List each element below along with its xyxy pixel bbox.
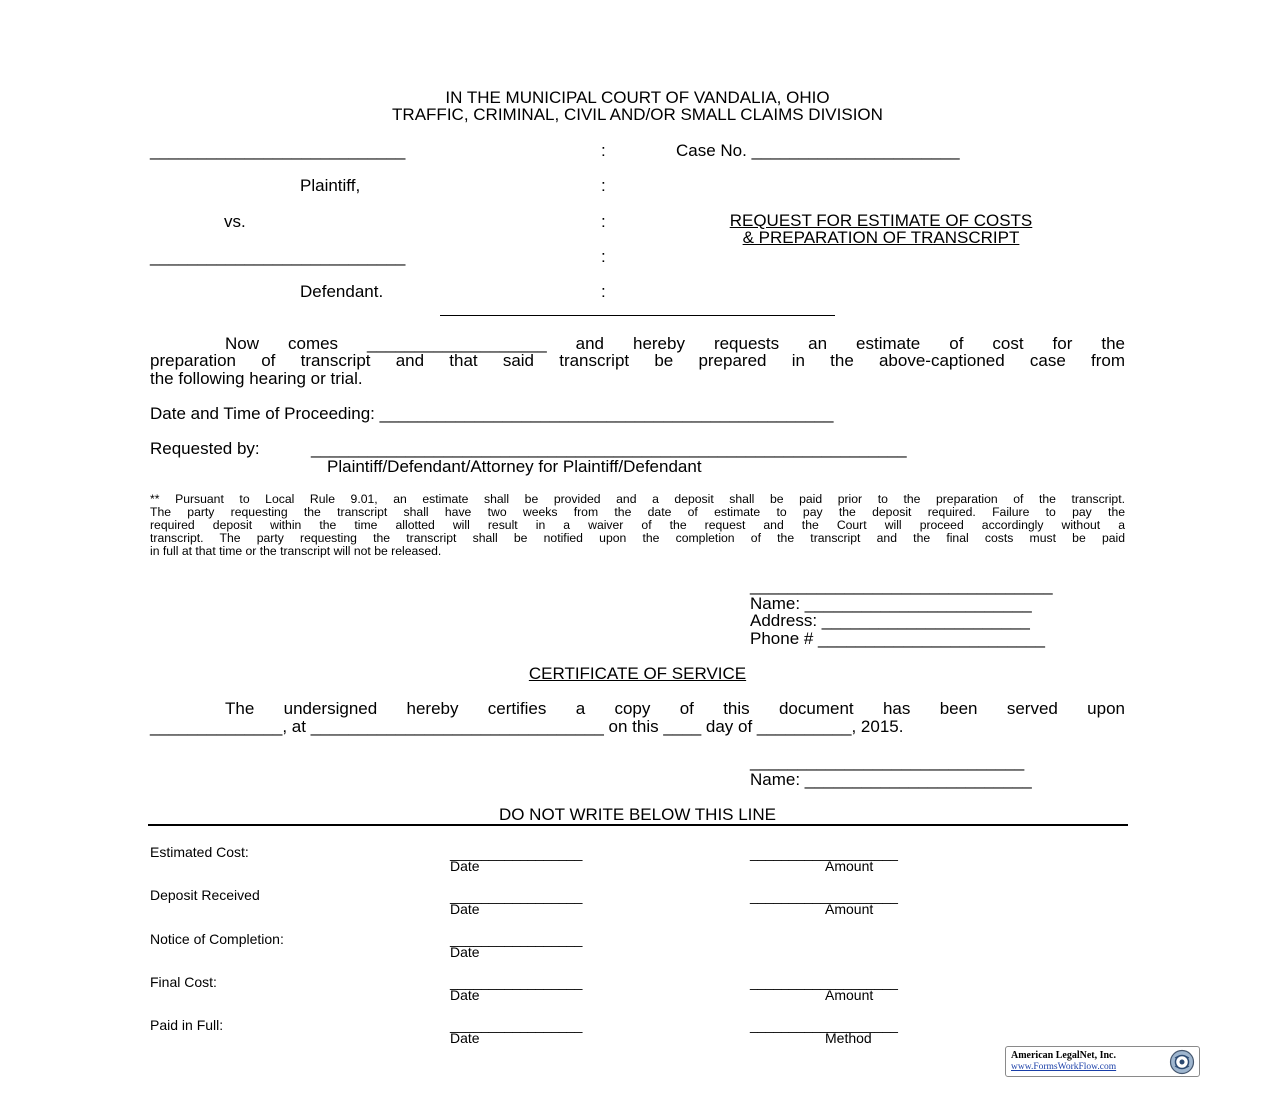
notice-of-completion-date-label: Date [450, 944, 480, 960]
logo-url-link[interactable]: www.FormsWorkFlow.com [1011, 1062, 1117, 1072]
certificate-text: The undersigned hereby certifies a copy of this document has been served upon [225, 699, 1125, 718]
certificate-line1 [150, 700, 1125, 718]
final-cost-amount-label: Amount [825, 987, 874, 1003]
estimated-cost-amount-blank[interactable]: ___________________ [750, 845, 898, 861]
notice-line2: The party requesting the transcript shall have two weeks from the date of estimate to pay the deposit required. Failure to pay the [150, 505, 1125, 519]
notice-line5: in full at that time or the transcript will not be released. [150, 544, 442, 558]
legalnet-logo[interactable] [1005, 1046, 1200, 1077]
plaintiff-label: Plaintiff, [300, 176, 361, 195]
certificate-name-field[interactable]: Name: ________________________ [750, 770, 1032, 789]
signer-phone-field[interactable]: Phone # ________________________ [750, 629, 1045, 648]
court-division: TRAFFIC, CRIMINAL, CIVIL AND/OR SMALL CLAIMS DIVISION [392, 105, 883, 124]
estimated-cost-label: Estimated Cost: [150, 844, 249, 860]
final-cost-label: Final Cost: [150, 974, 217, 990]
notice-line1: ** Pursuant to Local Rule 9.01, an estimate shall be provided and a deposit shall be paid prior to the preparation of the transcript. [150, 492, 1125, 506]
request-paragraph-line3: the following hearing or trial. [150, 369, 363, 388]
estimated-cost-date-blank[interactable]: _________________ [450, 845, 583, 861]
signature-line[interactable]: ________________________________ [750, 576, 1053, 595]
deposit-received-date-blank[interactable]: _________________ [450, 888, 583, 904]
office-use-divider [148, 824, 1128, 826]
defendant-label: Defendant. [300, 282, 384, 301]
request-text: Now comes ___________________ and hereby requests an estimate of cost for the [225, 334, 1125, 353]
court-name: IN THE MUNICIPAL COURT OF VANDALIA, OHIO [445, 88, 830, 107]
estimated-cost-date-label: Date [450, 858, 480, 874]
date-time-field[interactable]: Date and Time of Proceeding: ________________________________________________ [150, 404, 834, 423]
defendant-name-blank[interactable]: ___________________________ [150, 247, 406, 266]
paid-in-full-method-label: Method [825, 1030, 872, 1046]
deposit-received-label: Deposit Received [150, 887, 260, 903]
notice-line3: required deposit within the time allotted will result in a waiver of the request and the Court will proceed accordingly without a [150, 518, 1125, 532]
paid-in-full-date-blank[interactable]: _________________ [450, 1017, 583, 1033]
caption-colon: : [601, 212, 606, 231]
document-title-line2: & PREPARATION OF TRANSCRIPT [742, 228, 1020, 247]
caption-colon: : [601, 282, 606, 301]
certificate-title: CERTIFICATE OF SERVICE [528, 664, 747, 683]
estimated-cost-amount-label: Amount [825, 858, 874, 874]
case-number-field[interactable]: Case No. ______________________ [676, 141, 960, 160]
certificate-signature-line[interactable]: _____________________________ [750, 752, 1025, 771]
plaintiff-name-blank[interactable]: ___________________________ [150, 141, 406, 160]
notice-of-completion-date-blank[interactable]: _________________ [450, 931, 583, 947]
final-cost-date-label: Date [450, 987, 480, 1003]
logo-company-name: American LegalNet, Inc. [1011, 1050, 1116, 1061]
requested-by-caption: Plaintiff/Defendant/Attorney for Plaintiff/Defendant [327, 457, 702, 476]
final-cost-amount-blank[interactable]: ___________________ [750, 974, 898, 990]
deposit-received-amount-blank[interactable]: ___________________ [750, 888, 898, 904]
requested-by-blank[interactable]: _______________________________________________________________ [311, 439, 907, 458]
caption-colon: : [601, 176, 606, 195]
notice-of-completion-label: Notice of Completion: [150, 931, 284, 947]
caption-colon: : [601, 247, 606, 266]
notice-line4: transcript. The party requesting the transcript shall be notified upon the completion of the transcript and the final costs must be paid [150, 531, 1125, 545]
versus-label: vs. [224, 212, 246, 231]
requested-by-label: Requested by: [150, 439, 260, 458]
caption-colon: : [601, 141, 606, 160]
certificate-line2[interactable]: ______________, at _______________________________ on this ____ day of __________, 2015. [150, 717, 904, 736]
caption-divider [440, 315, 835, 316]
deposit-received-date-label: Date [450, 901, 480, 917]
signer-address-field[interactable]: Address: ______________________ [750, 611, 1030, 630]
signer-name-field[interactable]: Name: ________________________ [750, 594, 1032, 613]
globe-icon [1169, 1049, 1195, 1075]
final-cost-date-blank[interactable]: _________________ [450, 974, 583, 990]
request-paragraph-line2: preparation of transcript and that said transcript be prepared in the above-captioned case from [150, 351, 1125, 370]
deposit-received-amount-label: Amount [825, 901, 874, 917]
office-use-heading: DO NOT WRITE BELOW THIS LINE [498, 805, 777, 824]
paid-in-full-method-blank[interactable]: ___________________ [750, 1017, 898, 1033]
document-title-line1: REQUEST FOR ESTIMATE OF COSTS [729, 211, 1033, 230]
paid-in-full-label: Paid in Full: [150, 1017, 224, 1033]
paid-in-full-date-label: Date [450, 1030, 480, 1046]
